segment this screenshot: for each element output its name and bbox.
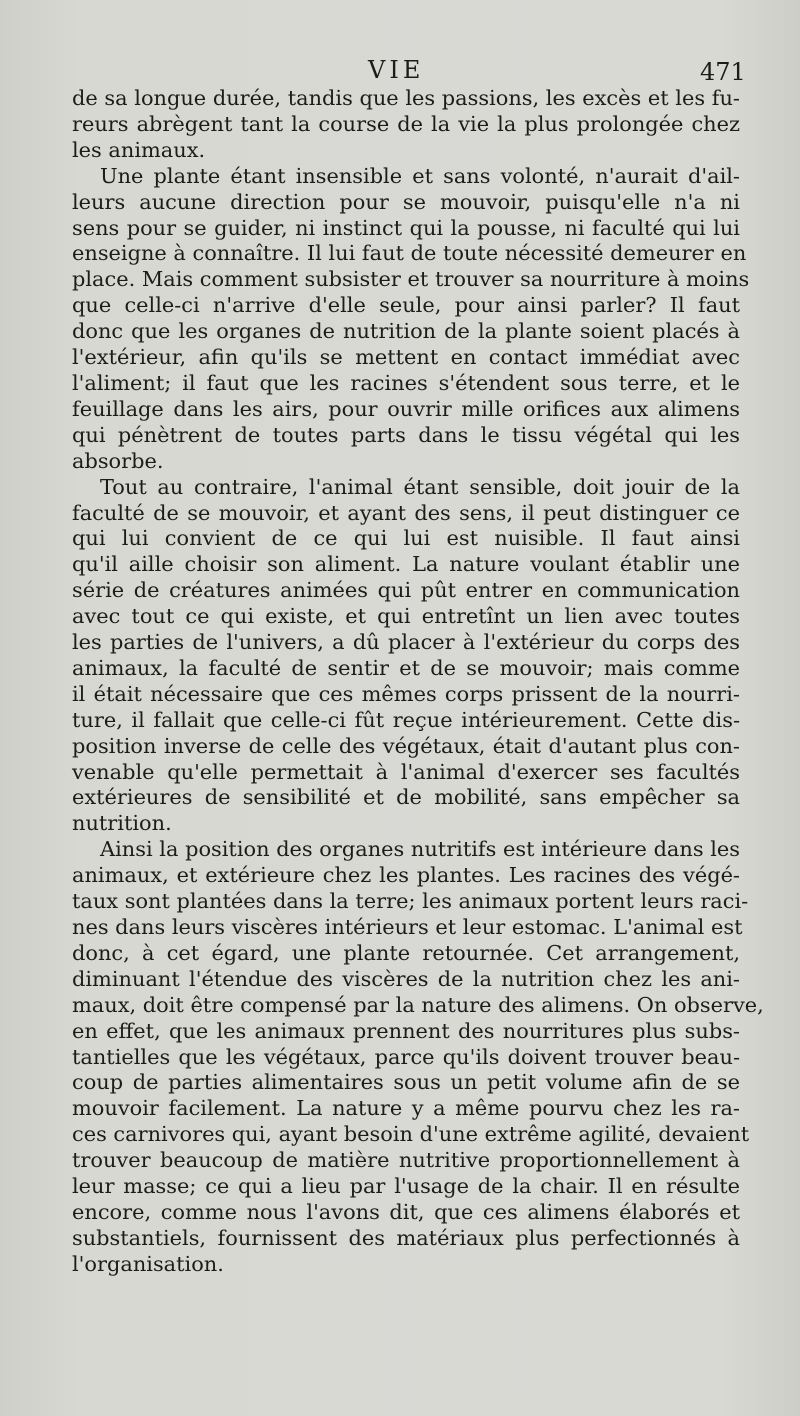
text-line: tantielles que les végétaux, parce qu'ils doivent trouver beau-	[72, 1044, 740, 1069]
text-line: qui lui convient de ce qui lui est nuisible. Il faut ainsi	[72, 526, 740, 551]
text-line: nutrition.	[72, 811, 172, 836]
text-line: qu'il aille choisir son aliment. La nature voulant établir une	[72, 552, 740, 577]
text-line: en effet, que les animaux prennent des nourritures plus subs-	[72, 1018, 740, 1043]
text-line: enseigne à connaître. Il lui faut de toute nécessité demeurer en	[72, 241, 747, 266]
text-line: animaux, et extérieure chez les plantes. Les racines des végé-	[72, 863, 740, 888]
text-line: absorbe.	[72, 448, 164, 473]
text-line: l'organisation.	[72, 1251, 224, 1276]
text-line: l'extérieur, afin qu'ils se mettent en contact immédiat avec	[72, 345, 740, 370]
text-line: faculté de se mouvoir, et ayant des sens, il peut distinguer ce	[72, 500, 740, 525]
text-line: il était nécessaire que ces mêmes corps prissent de la nourri-	[72, 681, 740, 706]
text-line: les parties de l'univers, a dû placer à l'extérieur du corps des	[72, 630, 740, 655]
text-line: Ainsi la position des organes nutritifs est intérieure dans les	[100, 837, 740, 862]
body-text	[72, 86, 764, 1278]
text-line: reurs abrègent tant la course de la vie la plus prolongée chez	[72, 111, 740, 136]
running-title: VIE	[368, 56, 425, 84]
text-line: sens pour se guider, ni instinct qui la pousse, ni faculté qui lui	[72, 215, 740, 240]
text-line: donc que les organes de nutrition de la plante soient placés à	[72, 319, 740, 344]
text-line: ture, il fallait que celle-ci fût reçue intérieurement. Cette dis-	[72, 707, 740, 732]
text-line: Tout au contraire, l'animal étant sensible, doit jouir de la	[100, 474, 740, 499]
text-line: position inverse de celle des végétaux, était d'autant plus con-	[72, 733, 740, 758]
text-line: qui pénètrent de toutes parts dans le tissu végétal qui les	[72, 422, 740, 447]
text-line: ces carnivores qui, ayant besoin d'une extrême agilité, devaient	[72, 1122, 750, 1147]
page-number: 471	[700, 58, 746, 86]
text-line: extérieures de sensibilité et de mobilité, sans empêcher sa	[72, 785, 740, 810]
text-line: série de créatures animées qui pût entrer en communication	[72, 578, 740, 603]
text-line: Une plante étant insensible et sans volonté, n'aurait d'ail-	[100, 163, 740, 188]
text-line: taux sont plantées dans la terre; les animaux portent leurs raci-	[72, 889, 749, 914]
text-line: encore, comme nous l'avons dit, que ces alimens élaborés et	[72, 1199, 740, 1224]
text-line: place. Mais comment subsister et trouver sa nourriture à moins	[72, 267, 750, 292]
text-line: diminuant l'étendue des viscères de la nutrition chez les ani-	[72, 966, 740, 991]
text-line: nes dans leurs viscères intérieurs et leur estomac. L'animal est	[72, 915, 743, 939]
text-line: de sa longue durée, tandis que les passions, les excès et les fu-	[72, 86, 740, 110]
text-line: l'aliment; il faut que les racines s'étendent sous terre, et le	[72, 370, 740, 395]
text-line: venable qu'elle permettait à l'animal d'exercer ses facultés	[72, 759, 740, 784]
text-line: feuillage dans les airs, pour ouvrir mille orifices aux alimens	[72, 396, 740, 421]
text-line: donc, à cet égard, une plante retournée. Cet arrangement,	[72, 940, 740, 965]
text-line: les animaux.	[72, 137, 206, 162]
text-line: maux, doit être compensé par la nature des alimens. On observe,	[72, 992, 764, 1017]
text-line: substantiels, fournissent des matériaux plus perfectionnés à	[72, 1225, 740, 1250]
text-line: trouver beaucoup de matière nutritive proportionnellement à	[72, 1148, 740, 1173]
text-line: animaux, la faculté de sentir et de se mouvoir; mais comme	[72, 655, 740, 680]
text-line: avec tout ce qui existe, et qui entretînt un lien avec toutes	[72, 604, 740, 629]
text-line: coup de parties alimentaires sous un petit volume afin de se	[72, 1070, 740, 1095]
text-line: que celle-ci n'arrive d'elle seule, pour ainsi parler? Il faut	[72, 293, 740, 318]
text-line: leur masse; ce qui a lieu par l'usage de la chair. Il en résulte	[72, 1174, 740, 1199]
text-line: mouvoir facilement. La nature y a même pourvu chez les ra-	[72, 1096, 740, 1121]
text-line: leurs aucune direction pour se mouvoir, puisqu'elle n'a ni	[72, 189, 740, 214]
